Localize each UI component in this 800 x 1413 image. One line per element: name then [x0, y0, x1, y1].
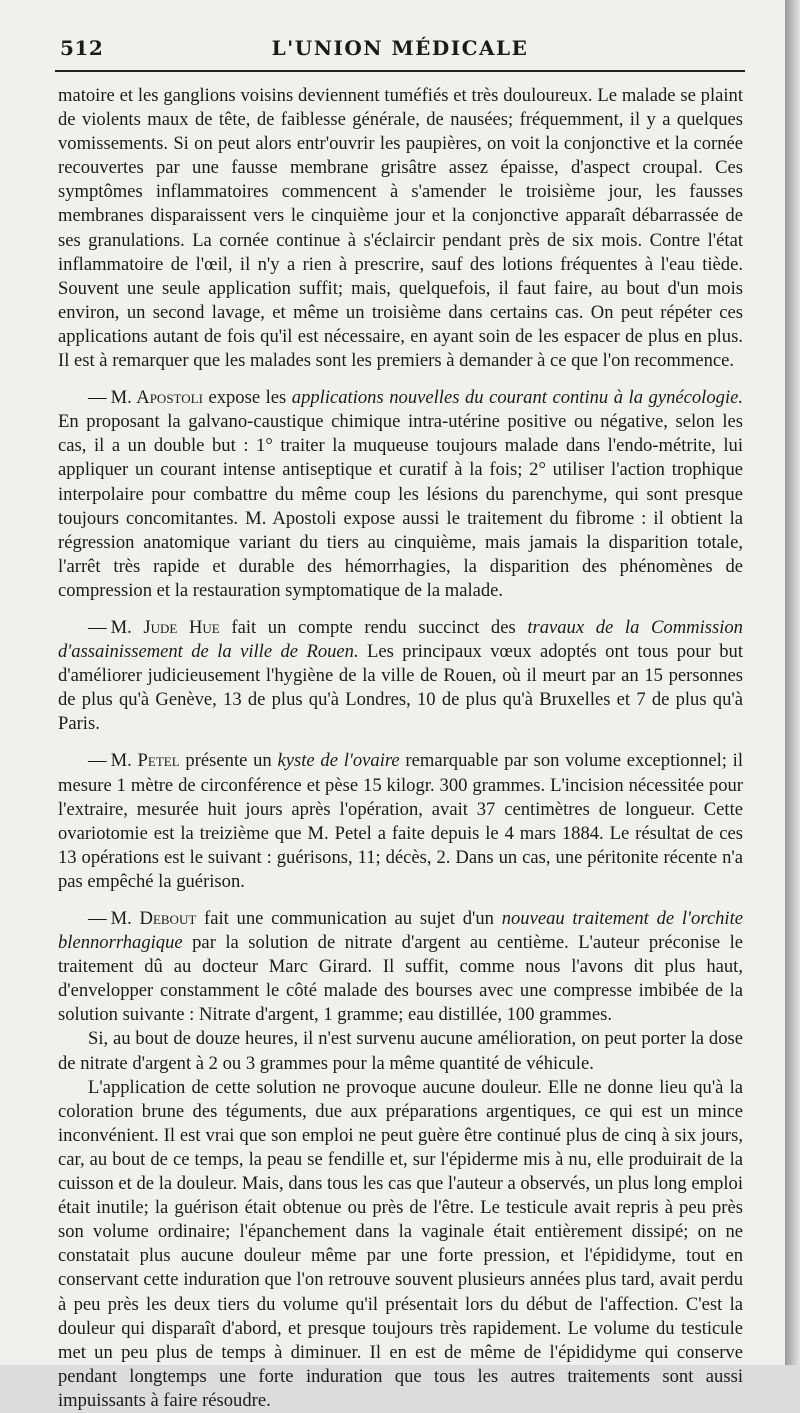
page-number: 512 [60, 36, 104, 60]
speaker-name: M. Petel [110, 750, 180, 772]
topic-title: nouveau traitement de l'orchite blennorrhagique [58, 908, 743, 954]
paragraph-text: En proposant la galvano-caustique chimique intra-utérine positive ou négative, selon les cas, il a un double but : 1° traiter la muqueuse toujours malade dans l'endo-métrite, lui appliquer un courant intense antiseptique et curatif à la fois; 2° utiliser l'action trophique interpolaire pour combattre du même coup les lésions du parenchyme, qui sont presque toujours concomitantes. M. Apostoli expose aussi le traitement du fibrome : il obtient la régression anatomique variant du tiers au cinquième, mais jamais la disparition totale, l'arrêt très rapide et durable des hémorrhagies, la disparition des phénomènes de compression et la restauration symptomatique de la malade. [58, 411, 743, 601]
paragraph-text: par la solution de nitrate d'argent au centième. L'auteur préconise le traitement dû au docteur Marc Girard. Il suffit, comme nous l'avons dit plus haut, d'envelopper constamment le côté malade des bourses avec une compresse imbibée de la solution suivante : Nitrate d'argent, 1 gramme; eau distillée, 100 grammes. [58, 932, 743, 1026]
header-rule [55, 70, 745, 72]
journal-title: L'UNION MÉDICALE [271, 36, 529, 60]
em-dash: — [88, 908, 107, 929]
paragraph-continuation: matoire et les ganglions voisins deviennent tuméfiés et très douloureux. Le malade se plaint de violents maux de tête, de faiblesse générale, de nausées; fréquemment, il y a quelques vomissements. Si on peut alors entr'ouvrir les paupières, on voit la conjonctive et la cornée recouvertes par une fausse membrane grisâtre assez épaisse, d'aspect croupal. Ces symptômes inflammatoires commencent à s'amender le troisième jour, les fausses membranes disparaissent vers le cinquième jour et la conjonctive apparaît débarrassée de ses granulations. La cornée continue à s'éclaircir pendant près de six mois. Contre l'état inflammatoire de l'œil, il n'y a rien à prescrire, sauf des lotions fréquentes à l'eau tiède. Souvent une seule application suffit; mais, quelquefois, il faut faire, au bout d'un mois environ, un second lavage, et même un troisième dans certains cas. On peut répéter ces applications autant de fois qu'il est nécessaire, en ayant soin de les espacer de plus en plus. Il est à remarquer que les malades sont les premiers à demander à ce que l'on recommence. [58, 85, 743, 372]
speaker-name: M. Debout [110, 908, 197, 929]
speaker-name: M. Jude Hue [110, 616, 220, 638]
paragraph-text: fait un compte rendu succinct des [219, 616, 528, 638]
paragraph-application: L'application de cette solution ne provoque aucune douleur. Elle ne donne lieu qu'à la coloration brune des téguments, due aux préparations argentiques, ce qui est un mince inconvénient. Il est vrai que son emploi ne peut guère être continué plus de cinq à six jours, car, au bout de ce temps, la peau se fendille et, sur l'épiderme mis à nu, elle produirait de la cuisson et de la douleur. Mais, dans tous les cas que l'auteur a observés, un plus long emploi était inutile; la guérison était obtenue ou près de l'être. Le testicule avait repris à peu près son volume ordinaire; l'épanchement dans la vaginale était entièrement dissipé; on ne constatait plus aucune douleur même par une forte pression, et l'épididyme, tout en conservant cette induration que l'on retrouve souvent plusieurs années plus tard, avait perdu à peu près les deux tiers du volume qu'il présentait lors du début de l'affection. C'est la douleur qui disparaît d'abord, et presque toujours très rapidement. Le volume du testicule met un peu plus de temps à diminuer. Il en est de même de l'épididyme qui conserve pendant longtemps une forte induration que tous les autres traitements sont aussi impuissants à faire résoudre. [58, 1076, 743, 1411]
speaker-name: M. Apostoli [110, 387, 203, 409]
paragraph-apostoli [58, 386, 743, 603]
em-dash: — [88, 387, 107, 409]
topic-title: kyste de l'ovaire [277, 750, 400, 772]
topic-title: applications nouvelles du courant continu à la gynécologie. [291, 387, 744, 409]
topic-title: travaux de la Commission d'assainissement de la ville de Rouen. [58, 616, 743, 663]
article-body [58, 84, 743, 1413]
paragraph-text: fait une communication au sujet d'un [196, 908, 502, 929]
paragraph-hue [58, 616, 743, 736]
paragraph-petel [58, 749, 743, 894]
running-head [60, 30, 740, 64]
paragraph-dose: Si, au bout de douze heures, il n'est survenu aucune amélioration, on peut porter la dose de nitrate d'argent à 2 ou 3 grammes pour la même quantité de véhicule. [58, 1028, 743, 1074]
paragraph-debout [58, 907, 743, 1027]
paragraph-text: Les principaux vœux adoptés ont tous pour but d'améliorer judicieusement l'hygiène de la ville de Rouen, où il meurt par an 15 personnes de plus qu'à Genève, 13 de plus qu'à Londres, 10 de plus qu'à Bruxelles et 7 de plus qu'à Paris. [58, 641, 744, 735]
page-edge-shadow [785, 0, 800, 1365]
paragraph-text: présente un [179, 750, 278, 772]
paragraph-text: expose les [202, 387, 292, 409]
paragraph-text: remarquable par son volume exceptionnel; il mesure 1 mètre de circonférence et pèse 15 kilogr. 300 grammes. L'incision nécessitée pour l'extraire, mesurée huit jours après l'opération, avait 37 centimètres de longueur. Cette ovariotomie est la treizième que M. Petel a faite depuis le 4 mars 1884. Le résultat de ces 13 opérations est le suivant : guérisons, 11; décès, 2. Dans un cas, une péritonite récente n'a pas empêché la guérison. [58, 750, 743, 892]
em-dash: — [88, 750, 107, 772]
em-dash: — [88, 616, 107, 638]
